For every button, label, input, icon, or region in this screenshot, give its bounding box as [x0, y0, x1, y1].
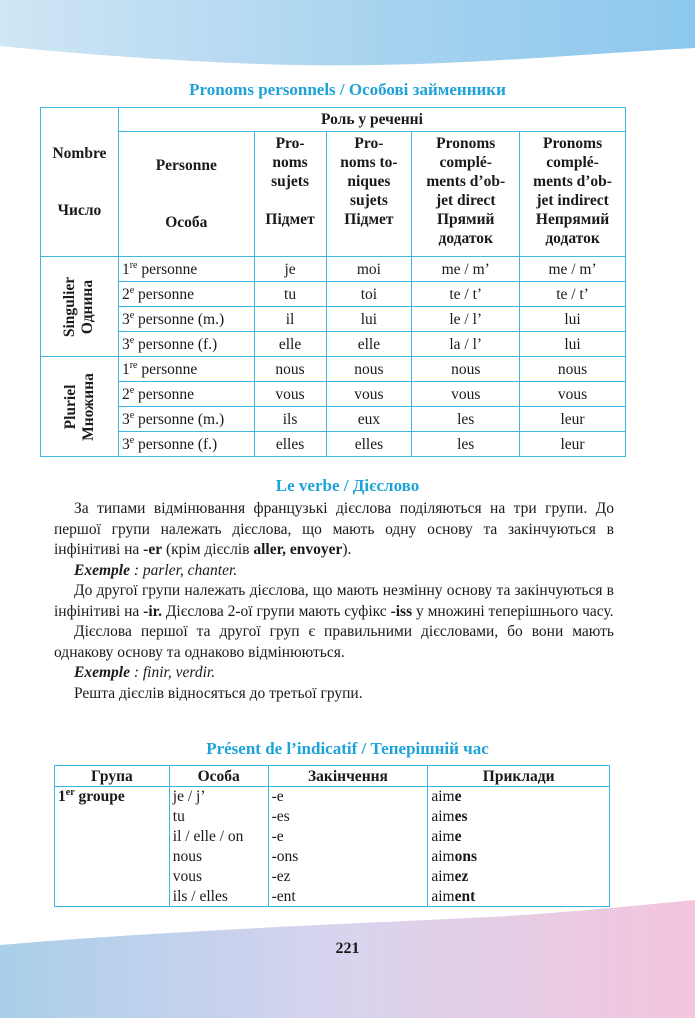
ending-cell: -es — [268, 807, 428, 827]
person-word: personne — [138, 310, 194, 328]
direct-cell: les — [412, 432, 520, 457]
header-line: Підмет — [344, 211, 394, 228]
header-line: Pro- — [275, 135, 305, 152]
indirect-cell: leur — [520, 432, 626, 457]
person-num: 3 — [121, 410, 130, 428]
text-span: До другої групи належать дієслова, що мають незмінну основу та закінчуються в інфінітиві на — [54, 582, 614, 620]
header-line: jet direct — [435, 192, 496, 209]
header-line: Pronoms — [542, 135, 603, 152]
table-row — [55, 807, 610, 827]
direct-object-header — [412, 132, 520, 257]
group-word: groupe — [74, 788, 125, 805]
ending-er: -er — [143, 541, 163, 558]
person-word: personne — [138, 435, 194, 453]
person-sup: re — [129, 359, 138, 371]
ending-bold: e — [454, 788, 462, 805]
chyslo-label: Число — [57, 202, 102, 219]
group-cell — [55, 847, 170, 867]
subject-cell: tu — [254, 282, 326, 307]
role-header: Роль у реченні — [118, 108, 625, 132]
group-header: Група — [55, 766, 170, 787]
person-sup: e — [129, 409, 135, 421]
stem: aim — [431, 807, 455, 825]
examples-header: Приклади — [428, 766, 610, 787]
pronouns-table — [40, 107, 626, 457]
group-cell — [55, 787, 170, 807]
person-header: Особа — [169, 766, 268, 787]
gender-mark: (m.) — [197, 410, 225, 428]
header-line: noms to- — [340, 154, 398, 171]
header-line: Pro- — [354, 135, 384, 152]
person-num: 2 — [121, 285, 130, 303]
indirect-cell: nous — [520, 357, 626, 382]
person-word: personne — [138, 335, 194, 353]
person-cell — [118, 407, 254, 432]
table-row — [55, 847, 610, 867]
header-line: complé- — [546, 154, 599, 171]
ending-bold: ez — [454, 867, 469, 885]
pronouns-title: Pronoms personnels / Особові займенники — [189, 80, 506, 99]
subject-cell: vous — [254, 382, 326, 407]
example-label: Exemple — [74, 664, 130, 681]
table-row — [55, 867, 610, 887]
example-text: : parler, chanter. — [129, 561, 238, 579]
indirect-cell: me / m’ — [520, 257, 626, 282]
example-1 — [54, 561, 614, 582]
person-cell — [118, 332, 254, 357]
ending-bold: ent — [454, 887, 476, 905]
personne-header — [118, 132, 254, 257]
header-line: sujets — [271, 173, 309, 190]
plural-ua: Множина — [79, 372, 97, 441]
direct-cell: me / m’ — [412, 257, 520, 282]
verb-paragraph-2 — [54, 581, 614, 622]
stem: aim — [431, 867, 455, 885]
example-cell — [428, 887, 610, 907]
tonic-cell: elles — [326, 432, 412, 457]
osoba-label: Особа — [165, 214, 208, 231]
person-cell: je / j’ — [169, 787, 268, 807]
singular-ua: Однина — [79, 279, 97, 334]
tonic-cell: elle — [326, 332, 412, 357]
person-sup: e — [129, 309, 135, 321]
table-row — [41, 307, 626, 332]
ending-ir: -ir. — [143, 602, 162, 620]
table-row — [55, 787, 610, 807]
subject-pronouns-header — [254, 132, 326, 257]
nombre-header — [41, 108, 119, 257]
indirect-cell: lui — [520, 332, 626, 357]
ending-bold: es — [454, 807, 468, 825]
subject-cell: elle — [254, 332, 326, 357]
example-cell — [428, 827, 610, 847]
table-row — [41, 357, 626, 382]
singular-fr: Singulier — [61, 276, 79, 337]
header-line: Pronoms — [436, 135, 496, 152]
group-cell — [55, 807, 170, 827]
indirect-cell: vous — [520, 382, 626, 407]
table-row — [41, 332, 626, 357]
direct-cell: le / l’ — [412, 307, 520, 332]
person-cell — [118, 257, 254, 282]
tonic-cell: vous — [326, 382, 412, 407]
header-row — [55, 766, 610, 787]
person-cell — [118, 282, 254, 307]
header-line: noms — [272, 154, 308, 171]
table-row — [41, 407, 626, 432]
person-num: 3 — [121, 435, 130, 453]
ending-bold: e — [454, 827, 462, 845]
verb-paragraph-3: Дієслова першої та другої груп є правильними дієсловами, бо вони мають однакову основу та однаково відмінюються. — [54, 623, 614, 661]
indirect-cell: te / t’ — [520, 282, 626, 307]
text-span: у множині теперішнього часу. — [412, 602, 614, 620]
exception-verbs: aller, envoyer — [253, 541, 343, 558]
verb-text — [54, 499, 614, 704]
ending-cell: -ez — [268, 867, 428, 887]
stem: aim — [431, 847, 455, 865]
person-cell — [118, 307, 254, 332]
person-cell — [118, 432, 254, 457]
group-cell — [55, 867, 170, 887]
header-line: sujets — [349, 192, 388, 209]
header-line: Підмет — [265, 211, 315, 228]
ending-cell: -e — [268, 827, 428, 847]
example-2 — [54, 663, 614, 684]
plural-fr: Pluriel — [61, 384, 79, 429]
header-line: ments d’ob- — [533, 173, 612, 190]
singular-group-label — [41, 257, 119, 357]
example-cell — [428, 787, 610, 807]
person-num: 1 — [121, 360, 130, 378]
group-num: 1 — [58, 788, 66, 805]
present-title: Présent de l’indicatif / Теперішній час — [206, 739, 489, 758]
present-table — [54, 765, 610, 907]
direct-cell: nous — [412, 357, 520, 382]
person-sup: e — [129, 334, 135, 346]
header-line: complé- — [439, 154, 492, 171]
person-sup: e — [129, 384, 135, 396]
person-num: 3 — [121, 310, 130, 328]
header-line: Прямий — [436, 211, 495, 228]
person-cell — [118, 357, 254, 382]
header-line: jet indirect — [536, 192, 609, 209]
person-num: 2 — [121, 385, 130, 403]
ending-cell: -ons — [268, 847, 428, 867]
tonic-pronouns-header — [326, 132, 412, 257]
indirect-object-header — [520, 132, 626, 257]
ending-header: Закінчення — [268, 766, 428, 787]
table-row — [41, 432, 626, 457]
page-number: 221 — [335, 940, 360, 957]
nombre-label: Nombre — [52, 145, 107, 162]
subject-cell: il — [254, 307, 326, 332]
table-row — [41, 282, 626, 307]
ending-cell: -ent — [268, 887, 428, 907]
example-text: : finir, verdir. — [129, 664, 216, 681]
group-cell — [55, 827, 170, 847]
person-cell: tu — [169, 807, 268, 827]
gender-mark: (f.) — [197, 435, 218, 453]
table-row — [55, 827, 610, 847]
tonic-cell: eux — [326, 407, 412, 432]
person-cell: ils / elles — [169, 887, 268, 907]
direct-cell: vous — [412, 382, 520, 407]
gender-mark: (m.) — [197, 310, 225, 328]
stem: aim — [431, 827, 455, 845]
group-cell — [55, 887, 170, 907]
text-span: За типами відмінювання французькі дієслова поділяються на три групи. До першої групи належать дієслова, що мають одну основу та закінчуються в інфінітиві на — [54, 500, 614, 558]
header-line: niques — [347, 173, 391, 190]
table-row — [41, 382, 626, 407]
text-span: Дієслова 2-ої групи мають суфікс — [161, 602, 391, 620]
header-line: додаток — [438, 230, 493, 247]
indirect-cell: leur — [520, 407, 626, 432]
group-sup: er — [65, 787, 75, 798]
header-line: ments d’ob- — [426, 173, 506, 190]
person-num: 3 — [121, 335, 130, 353]
person-cell: vous — [169, 867, 268, 887]
header-line: Непрямий — [535, 211, 610, 228]
person-cell: nous — [169, 847, 268, 867]
subject-cell: ils — [254, 407, 326, 432]
ending-cell: -e — [268, 787, 428, 807]
direct-cell: te / t’ — [412, 282, 520, 307]
text-span: (крім дієслів — [162, 541, 254, 558]
stem: aim — [431, 788, 455, 805]
table-row — [41, 257, 626, 282]
personne-label: Personne — [155, 157, 217, 174]
subject-cell: elles — [254, 432, 326, 457]
tonic-cell: toi — [326, 282, 412, 307]
verb-paragraph-4: Решта дієслів відносяться до третьої групи. — [74, 684, 363, 702]
person-cell: il / elle / on — [169, 827, 268, 847]
suffix-iss: -iss — [390, 602, 413, 620]
tonic-cell: nous — [326, 357, 412, 382]
verb-title: Le verbe / Дієслово — [275, 476, 420, 495]
person-word: personne — [141, 260, 198, 278]
header-line: додаток — [545, 230, 600, 247]
person-word: personne — [141, 360, 198, 378]
plural-group-label — [41, 357, 119, 457]
text-span: ). — [342, 541, 352, 558]
example-cell — [428, 807, 610, 827]
tonic-cell: lui — [326, 307, 412, 332]
ending-bold: ons — [454, 847, 477, 865]
person-num: 1 — [121, 260, 130, 278]
person-sup: e — [129, 434, 135, 446]
gender-mark: (f.) — [197, 335, 218, 353]
person-sup: e — [129, 284, 135, 296]
person-word: personne — [138, 410, 194, 428]
person-word: personne — [138, 285, 194, 303]
table-row — [55, 887, 610, 907]
example-label: Exemple — [74, 561, 130, 579]
verb-paragraph-1 — [54, 499, 614, 561]
direct-cell: les — [412, 407, 520, 432]
person-sup: re — [129, 259, 138, 271]
subject-cell: nous — [254, 357, 326, 382]
example-cell — [428, 867, 610, 887]
example-cell — [428, 847, 610, 867]
direct-cell: la / l’ — [412, 332, 520, 357]
tonic-cell: moi — [326, 257, 412, 282]
subject-cell: je — [254, 257, 326, 282]
person-word: personne — [138, 385, 194, 403]
person-cell — [118, 382, 254, 407]
indirect-cell: lui — [520, 307, 626, 332]
stem: aim — [431, 887, 455, 905]
